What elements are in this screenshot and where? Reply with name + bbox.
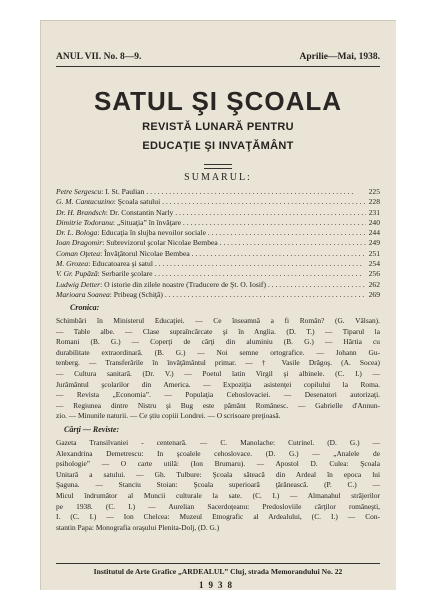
text-line: — Revista „Economia”. — Populaţia Cehoslovaciei. — Desenatori autorizaţi. bbox=[56, 390, 380, 400]
toc-author: G. M. Cantacuzino bbox=[56, 197, 114, 207]
text-line: Alexandrina Demetrescu: In şcoalele cehoslovace. (D. G.) — „Analele de bbox=[56, 448, 380, 458]
toc-title: : Educatoarea şi satul . . . bbox=[88, 259, 365, 269]
toc-author: Dimitrie Todoranu bbox=[56, 217, 113, 227]
toc-title: : Pribeag (Schiţă) . . . bbox=[110, 290, 366, 300]
toc-page: 249 bbox=[368, 238, 380, 248]
toc-title: : Şcoala satului . . . bbox=[114, 197, 366, 207]
toc-page: 262 bbox=[368, 279, 380, 289]
text-line: Romani (B. G.) — Coperţi de cărţi din aluminiu (B. G.) — Hârtia cu bbox=[56, 337, 380, 347]
text-line: pe 1938. (C. I.) — Aurelian Sacerdoţeanu: Predosloviile cărţilor româneşti, bbox=[56, 501, 380, 511]
toc-page: 240 bbox=[368, 217, 380, 227]
toc-title: : Educaţia în slujba nevoilor sociale . . . bbox=[97, 228, 365, 238]
toc-item bbox=[56, 280, 380, 290]
toc-item bbox=[56, 197, 380, 207]
text-line: tenberg. — Transferările în învăţământul primar. — † Vasile Drăgoş. (A. Socea) bbox=[56, 358, 380, 368]
toc-item bbox=[56, 228, 380, 238]
text-line: Unitară a satului. — Gh. Tulbure: Şcoala săteacă din Ardeal în epoca lui bbox=[56, 469, 380, 479]
text-line: Şaguna. — Stanciu Stoian: Şcoala superioară ţărănească. (P. C.) — bbox=[56, 480, 380, 490]
toc-author: Marioara Soanea bbox=[56, 289, 110, 299]
toc-item bbox=[56, 259, 380, 269]
toc-item bbox=[56, 290, 380, 300]
summary-title: SUMARUL: bbox=[184, 172, 252, 183]
toc-author: Ludwig Detter bbox=[56, 279, 101, 289]
text-line: psihologie” — O carte utilă: (Ion Brumaru). — Apostol D. Culea: Şcoala bbox=[56, 459, 380, 469]
toc-page: 244 bbox=[368, 228, 380, 238]
toc-page: 251 bbox=[368, 248, 380, 258]
text-line: durabilitate extraordinară. (B. G.) — Noi semne ortografice. — Johann Gu- bbox=[56, 347, 380, 357]
header-rule bbox=[56, 66, 380, 67]
toc-author: V. Gr. Pupăză bbox=[56, 269, 98, 279]
toc-page: 231 bbox=[368, 207, 380, 217]
toc-title: : Învăţătorul Nicolae Bembea . . . bbox=[100, 249, 366, 259]
text-line: Jurământul şcolarilor din America. — Expoziţia asistenţei copilului la Roma. bbox=[56, 379, 380, 389]
toc-item bbox=[56, 238, 380, 248]
toc-title: : I. St. Paulian . . . bbox=[101, 187, 365, 197]
subtitle-line-1: REVISTĂ LUNARĂ PENTRU bbox=[142, 121, 294, 133]
table-of-contents bbox=[56, 187, 380, 300]
text-line: — Table albe. — Clase supraîncărcate şi în Anglia. (D. T.) — Tiparul la bbox=[56, 326, 380, 336]
toc-page: 225 bbox=[368, 187, 380, 196]
publication-year: 1938 bbox=[199, 580, 237, 590]
toc-author: Ioan Dragomir bbox=[56, 238, 103, 248]
toc-title: : Serbarile şcolare . . . bbox=[98, 269, 366, 279]
footer-rule bbox=[56, 563, 380, 564]
toc-title: : Dr. Constantin Narly . . . bbox=[106, 208, 366, 218]
toc-page: 269 bbox=[368, 289, 380, 299]
magazine-title: SATUL ŞI ŞCOALA bbox=[93, 86, 343, 116]
text-line: — Regiunea dintre Nistru şi Bug este pământ Românesc. — Gabrielle d'Annun- bbox=[56, 400, 380, 410]
text-line: zio. — Minunile naturii. — Ce ştiu copiii Londrei. — O scrisoare preţioasă. bbox=[56, 411, 281, 421]
text-line: Micul îndrumător al Muncii culturale la sate. (C. I.) — Almanahul străjerilor bbox=[56, 490, 380, 500]
carti-text bbox=[56, 438, 380, 533]
toc-title: : O istorie din zilele noastre (Traducere de Şt. O. Iosif) . . . bbox=[100, 280, 366, 290]
toc-item bbox=[56, 187, 380, 197]
issue-number: ANUL VII. No. 8—9. bbox=[56, 52, 142, 62]
subtitle-line-2: EDUCAŢIE ŞI INVAŢĂMÂNT bbox=[142, 140, 294, 152]
toc-author: Dr. L. Bologa bbox=[56, 228, 98, 238]
text-line: Schimbări în Ministerul Educaţiei. — Ce înseamnă a fi Român? (G. Vâlsan). bbox=[56, 316, 380, 325]
text-line: — Cultura sanitară. (Dr. V.) — Poetul latin Virgil şi albinele. (C. I.) — bbox=[56, 368, 380, 378]
publisher-footer: Institutul de Arte Grafice „ARDEALUL” Cluj, strada Memorandului No. 22 bbox=[93, 567, 343, 576]
text-line: stantin Papa: Monografia oraşului Plenita-Dolj, (D. G.) bbox=[56, 522, 220, 532]
issue-header bbox=[56, 52, 380, 62]
ornament-divider bbox=[204, 164, 232, 169]
toc-item bbox=[56, 249, 380, 259]
carti-heading: Cărţi — Reviste: bbox=[64, 425, 120, 434]
cronica-text bbox=[56, 316, 380, 422]
toc-page: 254 bbox=[368, 259, 380, 269]
toc-item bbox=[56, 269, 380, 279]
text-line: Gazeta Transilvaniei - centenară. — C. Manolache: Cutrinel. (D. G.) — bbox=[56, 438, 380, 447]
text-line: I. (C. I.) — Ion Chelcea: Muzeul Etnografic al Ardealului, (C. I.) — Con- bbox=[56, 512, 380, 522]
toc-author: M. Grozea bbox=[56, 259, 89, 269]
toc-author: Dr. H. Brandsch bbox=[56, 207, 106, 217]
toc-item bbox=[56, 218, 380, 228]
toc-author: Petre Sergescu bbox=[56, 187, 102, 196]
toc-page: 228 bbox=[368, 197, 380, 207]
magazine-cover bbox=[40, 20, 396, 590]
toc-title: : „Situaţia” în învăţare . . . bbox=[113, 218, 366, 228]
toc-title: : Subrevizorul şcolar Nicolae Bembea . . . bbox=[102, 238, 365, 248]
issue-date: Aprilie—Mai, 1938. bbox=[299, 52, 380, 62]
toc-author: Coman Oţetea bbox=[56, 248, 101, 258]
cronica-heading: Cronica: bbox=[70, 303, 100, 312]
toc-page: 256 bbox=[368, 269, 380, 279]
toc-item bbox=[56, 208, 380, 218]
